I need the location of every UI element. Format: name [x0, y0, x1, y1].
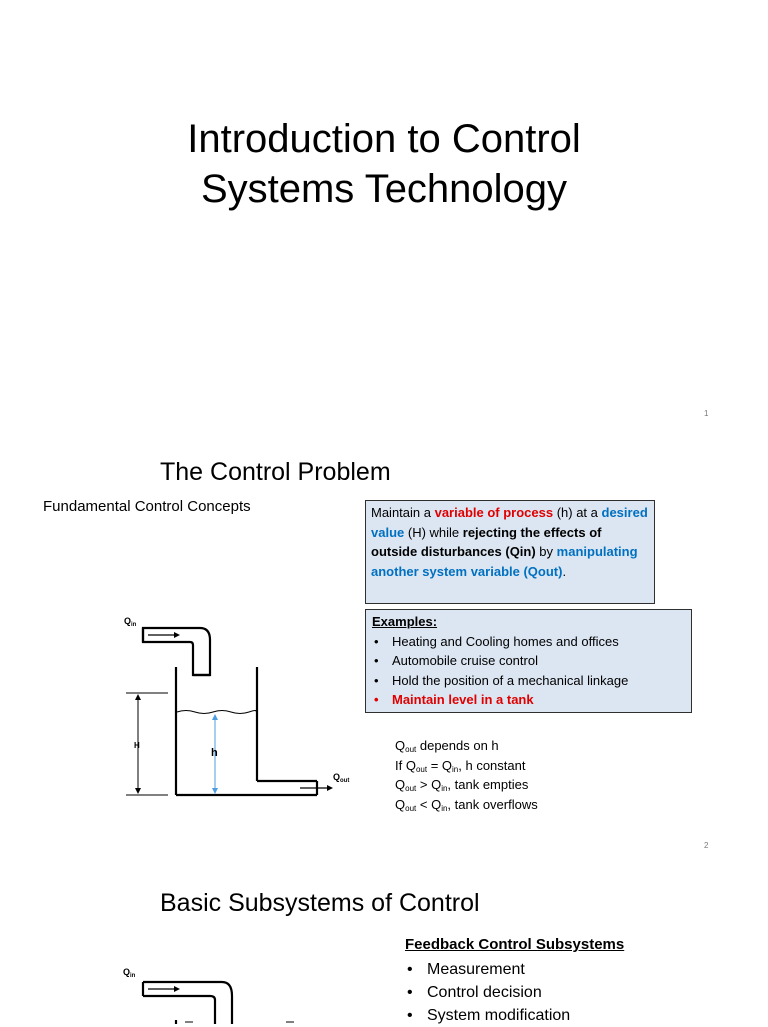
desired-value-highlight: desired value — [371, 505, 648, 540]
examples-heading: Examples: — [372, 614, 438, 629]
subsystem-item: • System modification — [405, 1004, 570, 1027]
slide3-title: Basic Subsystems of Control — [160, 889, 480, 917]
examples-list — [372, 632, 685, 710]
equation-line-4: $Q_{out} < Q_{in}$, tank overflows — [395, 796, 538, 813]
slide1-title — [0, 114, 768, 214]
example-item: • Automobile cruise control — [372, 651, 685, 671]
equations — [395, 736, 538, 814]
slide1-page-number: 1 — [704, 409, 709, 418]
example-item-highlighted: • Maintain level in a tank — [372, 690, 685, 710]
feedback-subsystems-title: Feedback Control Subsystems — [405, 936, 625, 953]
h-label: h — [211, 747, 218, 759]
slide2-page-number: 2 — [704, 841, 709, 850]
variable-of-process-highlight: variable of process — [434, 505, 554, 520]
water-surface — [177, 711, 256, 714]
q-in-label: $Q_{in}$ — [124, 616, 137, 628]
definition-text: . — [562, 563, 567, 579]
definition-text: (h) at a — [553, 505, 602, 520]
examples-box — [365, 609, 692, 713]
slide2-subheading: Fundamental Control Concepts — [43, 498, 251, 515]
slide1-title-line2: Systems Technology — [200, 167, 568, 211]
definition-box — [365, 500, 655, 604]
slide1-title-line1: Introduction to Control — [187, 117, 581, 161]
q-out-label: $Q_{out}$ — [333, 772, 350, 784]
manipulating-variable-highlight: manipulating another system variable (Qout) — [371, 544, 638, 579]
rejecting-disturbances-highlight: rejecting the effects of outside disturbances (Qin) — [371, 524, 602, 559]
example-item: • Heating and Cooling homes and offices — [372, 632, 685, 652]
inflow-pipe — [143, 982, 232, 1024]
subsystem-item: • Control decision — [405, 981, 570, 1004]
q-in-label: $Q_{in}$ — [123, 967, 136, 979]
subsystem-item: • Measurement — [405, 958, 570, 981]
equation-line-3: $Q_{out} > Q_{in}$, tank empties — [395, 777, 529, 793]
definition-text: (H) while — [404, 524, 463, 540]
definition-text: by — [535, 544, 557, 559]
tank-diagram — [110, 605, 370, 810]
H-label: H — [134, 741, 140, 750]
slide2-title: The Control Problem — [160, 458, 391, 486]
feedback-subsystems-list — [405, 958, 570, 1027]
tank-diagram-partial — [110, 960, 310, 1024]
definition-text: Maintain a — [371, 505, 435, 520]
example-item: • Hold the position of a mechanical linkage — [372, 671, 685, 691]
equation-line-1: $Q_{out}$ depends on h — [395, 738, 499, 754]
equation-line-2: If $Q_{out} = Q_{in}$, h constant — [395, 757, 526, 774]
